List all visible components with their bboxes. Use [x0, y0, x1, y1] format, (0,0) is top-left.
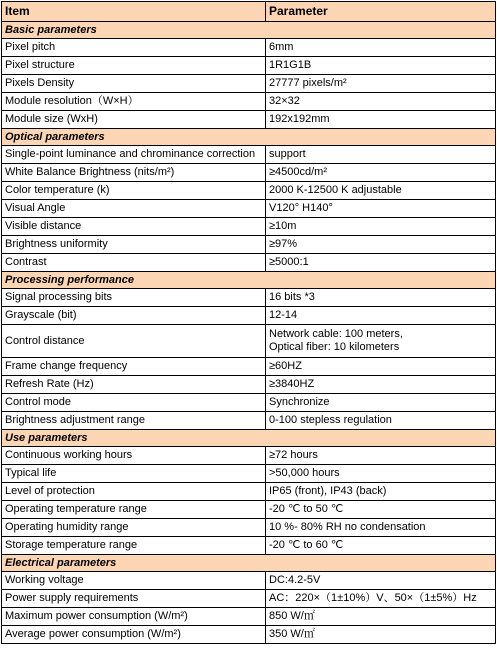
item-cell: Level of protection	[2, 483, 266, 501]
item-cell: Module resolution（W×H）	[2, 93, 266, 111]
table-row	[2, 608, 496, 626]
table-row	[2, 57, 496, 75]
table-row	[2, 465, 496, 483]
value-cell: ≥3840HZ	[266, 376, 496, 394]
table-row	[2, 358, 496, 376]
item-cell: Module size (WxH)	[2, 111, 266, 129]
section-header-row	[2, 22, 496, 39]
table-row	[2, 218, 496, 236]
item-cell: Single-point luminance and chrominance correction	[2, 146, 266, 164]
section-title: Basic parameters	[2, 22, 496, 39]
value-cell: 16 bits *3	[266, 289, 496, 307]
value-cell: DC:4.2-5V	[266, 572, 496, 590]
table-row	[2, 289, 496, 307]
value-cell: IP65 (front), IP43 (back)	[266, 483, 496, 501]
spec-table	[1, 1, 496, 644]
item-cell: Storage temperature range	[2, 537, 266, 555]
table-row	[2, 394, 496, 412]
section-title: Processing performance	[2, 272, 496, 289]
table-row	[2, 164, 496, 182]
value-cell: 0-100 stepless regulation	[266, 412, 496, 430]
value-cell: ≥4500cd/m²	[266, 164, 496, 182]
value-cell: ≥72 hours	[266, 447, 496, 465]
value-cell: -20 ℃ to 50 ℃	[266, 501, 496, 519]
value-cell: ≥10m	[266, 218, 496, 236]
value-line: Optical fiber: 10 kilometers	[269, 341, 400, 353]
table-row	[2, 519, 496, 537]
table-row	[2, 447, 496, 465]
item-cell: Maximum power consumption (W/m²)	[2, 608, 266, 626]
table-row	[2, 501, 496, 519]
table-row	[2, 572, 496, 590]
table-row	[2, 537, 496, 555]
table-row	[2, 236, 496, 254]
table-row	[2, 483, 496, 501]
value-cell: Synchronize	[266, 394, 496, 412]
value-cell: 192x192mm	[266, 111, 496, 129]
item-cell: Brightness adjustment range	[2, 412, 266, 430]
value-cell: 2000 K-12500 K adjustable	[266, 182, 496, 200]
section-title: Optical parameters	[2, 129, 496, 146]
table-row	[2, 307, 496, 325]
section-header-row	[2, 430, 496, 447]
table-row	[2, 200, 496, 218]
section-header-row	[2, 555, 496, 572]
spec-table-body	[2, 2, 496, 644]
table-row	[2, 325, 496, 358]
item-cell: Average power consumption (W/m²)	[2, 626, 266, 644]
table-row	[2, 93, 496, 111]
value-cell: ≥5000:1	[266, 254, 496, 272]
item-cell: Control mode	[2, 394, 266, 412]
item-cell: Contrast	[2, 254, 266, 272]
value-cell: 6mm	[266, 39, 496, 57]
table-row	[2, 146, 496, 164]
item-cell: Operating humidity range	[2, 519, 266, 537]
value-cell: -20 ℃ to 60 ℃	[266, 537, 496, 555]
item-cell: Operating temperature range	[2, 501, 266, 519]
item-cell: Power supply requirements	[2, 590, 266, 608]
item-cell: Color temperature (k)	[2, 182, 266, 200]
item-cell: Pixel structure	[2, 57, 266, 75]
section-header-row	[2, 129, 496, 146]
header-parameter: Parameter	[266, 2, 496, 22]
item-cell: Signal processing bits	[2, 289, 266, 307]
value-cell: 1R1G1B	[266, 57, 496, 75]
item-cell: Pixel pitch	[2, 39, 266, 57]
header-row	[2, 2, 496, 22]
item-cell: Brightness uniformity	[2, 236, 266, 254]
value-cell: 850 W/㎡	[266, 608, 496, 626]
table-row	[2, 254, 496, 272]
value-cell: AC：220×（1±10%）V、50×（1±5%）Hz	[266, 590, 496, 608]
item-cell: Refresh Rate (Hz)	[2, 376, 266, 394]
item-cell: White Balance Brightness (nits/m²)	[2, 164, 266, 182]
header-item: Item	[2, 2, 266, 22]
item-cell: Visible distance	[2, 218, 266, 236]
item-cell: Working voltage	[2, 572, 266, 590]
item-cell: Grayscale (bit)	[2, 307, 266, 325]
item-cell: Continuous working hours	[2, 447, 266, 465]
value-cell: V120° H140°	[266, 200, 496, 218]
value-cell: >50,000 hours	[266, 465, 496, 483]
table-row	[2, 182, 496, 200]
value-cell: ≥97%	[266, 236, 496, 254]
value-cell: 27777 pixels/m²	[266, 75, 496, 93]
table-row	[2, 626, 496, 644]
table-row	[2, 590, 496, 608]
item-cell: Control distance	[2, 325, 266, 358]
value-cell: 12-14	[266, 307, 496, 325]
value-cell: 32×32	[266, 93, 496, 111]
item-cell: Typical life	[2, 465, 266, 483]
section-header-row	[2, 272, 496, 289]
table-row	[2, 39, 496, 57]
value-cell	[266, 325, 496, 358]
section-title: Use parameters	[2, 430, 496, 447]
table-row	[2, 412, 496, 430]
value-cell: ≥60HZ	[266, 358, 496, 376]
value-cell: 10 %- 80% RH no condensation	[266, 519, 496, 537]
table-row	[2, 376, 496, 394]
value-cell: 350 W/㎡	[266, 626, 496, 644]
value-cell: support	[266, 146, 496, 164]
item-cell: Frame change frequency	[2, 358, 266, 376]
value-line: Network cable: 100 meters,	[269, 328, 403, 340]
item-cell: Pixels Density	[2, 75, 266, 93]
table-row	[2, 111, 496, 129]
table-row	[2, 75, 496, 93]
section-title: Electrical parameters	[2, 555, 496, 572]
item-cell: Visual Angle	[2, 200, 266, 218]
